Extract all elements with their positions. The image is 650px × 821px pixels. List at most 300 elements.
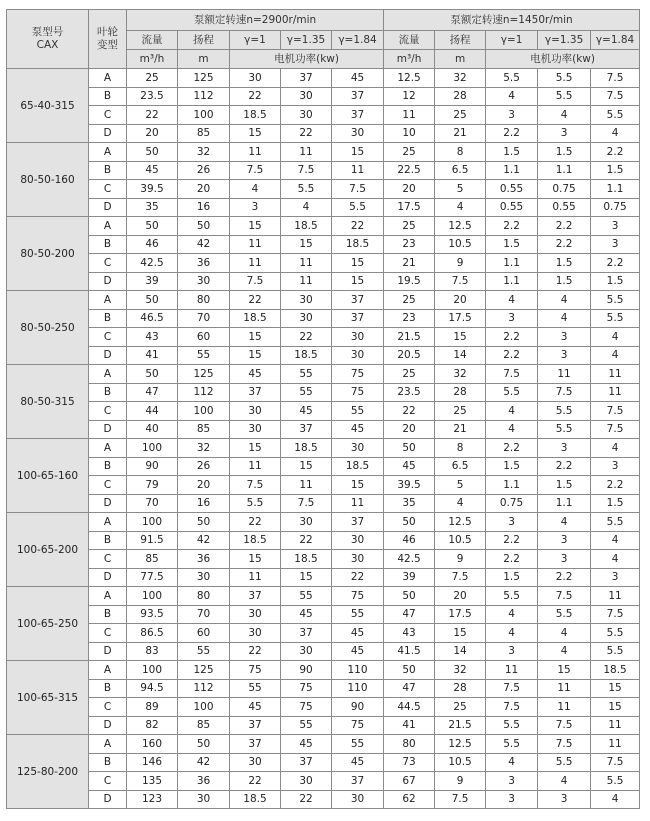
power-g135-2900-cell: 30 — [281, 106, 332, 125]
flow-1450-cell: 39 — [384, 568, 435, 587]
flow-2900-cell: 47 — [127, 383, 178, 402]
flow-2900-cell: 50 — [127, 291, 178, 310]
power-g135-2900-cell: 37 — [281, 753, 332, 772]
power-g1-2900-cell: 15 — [230, 124, 281, 143]
flow-1450-cell: 20.5 — [384, 346, 435, 365]
power-g1-2900-cell: 22 — [230, 513, 281, 532]
head-2900-cell: 30 — [178, 790, 230, 809]
head-2900-cell: 36 — [178, 254, 230, 273]
power-g1-1450-cell: 2.2 — [486, 550, 538, 569]
power-g1-1450-cell: 2.2 — [486, 124, 538, 143]
flow-1450-cell: 41 — [384, 716, 435, 735]
power-g135-1450-cell: 5.5 — [538, 69, 591, 88]
impeller-cell: A — [89, 217, 127, 236]
table-row — [7, 383, 640, 402]
power-g1-1450-cell: 2.2 — [486, 328, 538, 347]
head-2900-cell: 30 — [178, 272, 230, 291]
power-g135-1450-cell: 4 — [538, 624, 591, 643]
power-g135-1450-cell: 5.5 — [538, 402, 591, 421]
model-cell: 65-40-315 — [7, 69, 89, 143]
power-g184-2900-cell: 37 — [332, 106, 384, 125]
power-g184-1450-cell: 5.5 — [591, 642, 640, 661]
power-g1-1450-cell: 2.2 — [486, 531, 538, 550]
power-g1-2900-cell: 11 — [230, 143, 281, 162]
flow-header-2900: 流量 — [127, 31, 178, 50]
power-g184-1450-cell: 18.5 — [591, 661, 640, 680]
power-g1-1450-cell: 3 — [486, 309, 538, 328]
power-g1-2900-cell: 5.5 — [230, 494, 281, 513]
power-g184-2900-cell: 90 — [332, 698, 384, 717]
head-1450-cell: 25 — [435, 106, 486, 125]
power-g135-2900-cell: 37 — [281, 69, 332, 88]
power-g184-2900-cell: 45 — [332, 624, 384, 643]
head-1450-cell: 20 — [435, 291, 486, 310]
head-1450-cell: 12.5 — [435, 513, 486, 532]
power-g1-1450-cell: 3 — [486, 790, 538, 809]
power-g184-2900-cell: 15 — [332, 476, 384, 495]
power-g184-2900-cell: 30 — [332, 550, 384, 569]
power-g184-2900-cell: 11 — [332, 161, 384, 180]
head-2900-cell: 16 — [178, 198, 230, 217]
power-g1-2900-cell: 37 — [230, 587, 281, 606]
power-g1-1450-cell: 3 — [486, 772, 538, 791]
head-1450-cell: 8 — [435, 143, 486, 162]
table-row — [7, 87, 640, 106]
table-row — [7, 587, 640, 606]
head-1450-cell: 32 — [435, 661, 486, 680]
impeller-cell: C — [89, 328, 127, 347]
power-g135-1450-cell: 3 — [538, 531, 591, 550]
power-g1-2900-cell: 22 — [230, 291, 281, 310]
head-2900-cell: 125 — [178, 365, 230, 384]
head-2900-cell: 42 — [178, 531, 230, 550]
power-g135-1450-cell: 7.5 — [538, 383, 591, 402]
power-g184-2900-cell: 110 — [332, 679, 384, 698]
flow-2900-cell: 90 — [127, 457, 178, 476]
flow-2900-cell: 25 — [127, 69, 178, 88]
table-row — [7, 106, 640, 125]
power-g184-1450-cell: 2.2 — [591, 143, 640, 162]
head-1450-cell: 9 — [435, 254, 486, 273]
impeller-cell: D — [89, 124, 127, 143]
power-g135-2900-cell: 7.5 — [281, 494, 332, 513]
head-2900-cell: 32 — [178, 439, 230, 458]
power-g184-1450-cell: 11 — [591, 383, 640, 402]
head-2900-cell: 60 — [178, 328, 230, 347]
flow-unit-1450: m³/h — [384, 50, 435, 69]
power-g1-1450-cell: 4 — [486, 87, 538, 106]
flow-2900-cell: 94.5 — [127, 679, 178, 698]
impeller-cell: B — [89, 753, 127, 772]
power-g135-1450-cell: 11 — [538, 698, 591, 717]
head-2900-cell: 80 — [178, 587, 230, 606]
impeller-cell: C — [89, 550, 127, 569]
power-g135-2900-cell: 30 — [281, 513, 332, 532]
gamma-1-header-1450: γ=1 — [486, 31, 538, 50]
power-g1-2900-cell: 30 — [230, 420, 281, 439]
head-1450-cell: 12.5 — [435, 735, 486, 754]
table-row — [7, 642, 640, 661]
power-g1-2900-cell: 7.5 — [230, 272, 281, 291]
head-2900-cell: 70 — [178, 309, 230, 328]
power-g1-1450-cell: 11 — [486, 661, 538, 680]
power-g135-2900-cell: 22 — [281, 124, 332, 143]
power-g184-2900-cell: 45 — [332, 753, 384, 772]
power-g184-2900-cell: 75 — [332, 716, 384, 735]
power-g135-1450-cell: 4 — [538, 772, 591, 791]
power-g184-1450-cell: 5.5 — [591, 291, 640, 310]
table-row — [7, 328, 640, 347]
power-g1-1450-cell: 1.5 — [486, 568, 538, 587]
head-1450-cell: 17.5 — [435, 309, 486, 328]
power-g184-2900-cell: 37 — [332, 309, 384, 328]
power-g135-2900-cell: 22 — [281, 531, 332, 550]
flow-1450-cell: 25 — [384, 217, 435, 236]
head-2900-cell: 50 — [178, 513, 230, 532]
impeller-header — [89, 10, 127, 69]
impeller-cell: A — [89, 143, 127, 162]
impeller-cell: B — [89, 383, 127, 402]
table-row — [7, 198, 640, 217]
power-g1-1450-cell: 3 — [486, 642, 538, 661]
head-1450-cell: 5 — [435, 476, 486, 495]
flow-2900-cell: 46.5 — [127, 309, 178, 328]
flow-2900-cell: 100 — [127, 513, 178, 532]
flow-2900-cell: 100 — [127, 661, 178, 680]
flow-1450-cell: 23 — [384, 309, 435, 328]
head-2900-cell: 50 — [178, 217, 230, 236]
power-header-2900: 电机功率(kw) — [230, 50, 384, 69]
power-g184-1450-cell: 1.5 — [591, 161, 640, 180]
flow-1450-cell: 19.5 — [384, 272, 435, 291]
power-g184-2900-cell: 45 — [332, 642, 384, 661]
flow-2900-cell: 77.5 — [127, 568, 178, 587]
gamma-184-header-1450: γ=1.84 — [591, 31, 640, 50]
power-g135-2900-cell: 5.5 — [281, 180, 332, 199]
power-g184-1450-cell: 1.5 — [591, 494, 640, 513]
power-g184-1450-cell: 1.1 — [591, 180, 640, 199]
power-g1-1450-cell: 7.5 — [486, 698, 538, 717]
table-row — [7, 365, 640, 384]
table-row — [7, 235, 640, 254]
power-g184-1450-cell: 11 — [591, 735, 640, 754]
flow-unit-2900: m³/h — [127, 50, 178, 69]
table-row — [7, 531, 640, 550]
table-row — [7, 716, 640, 735]
power-g1-1450-cell: 7.5 — [486, 679, 538, 698]
impeller-cell: D — [89, 716, 127, 735]
power-g1-2900-cell: 55 — [230, 679, 281, 698]
head-2900-cell: 100 — [178, 402, 230, 421]
power-g184-2900-cell: 30 — [332, 790, 384, 809]
power-g1-2900-cell: 45 — [230, 698, 281, 717]
power-g135-2900-cell: 55 — [281, 716, 332, 735]
power-g1-2900-cell: 22 — [230, 87, 281, 106]
power-g135-1450-cell: 1.5 — [538, 143, 591, 162]
power-g1-2900-cell: 30 — [230, 753, 281, 772]
power-g1-2900-cell: 11 — [230, 568, 281, 587]
model-cell: 80-50-160 — [7, 143, 89, 217]
head-2900-cell: 16 — [178, 494, 230, 513]
power-g184-2900-cell: 5.5 — [332, 198, 384, 217]
head-1450-cell: 15 — [435, 328, 486, 347]
model-cell: 100-65-160 — [7, 439, 89, 513]
power-g135-1450-cell: 2.2 — [538, 568, 591, 587]
flow-1450-cell: 20 — [384, 420, 435, 439]
flow-2900-cell: 43 — [127, 328, 178, 347]
table-row — [7, 624, 640, 643]
power-g1-1450-cell: 4 — [486, 624, 538, 643]
power-g184-2900-cell: 45 — [332, 420, 384, 439]
impeller-cell: A — [89, 587, 127, 606]
head-2900-cell: 55 — [178, 346, 230, 365]
power-g1-2900-cell: 15 — [230, 439, 281, 458]
power-g135-2900-cell: 18.5 — [281, 550, 332, 569]
head-1450-cell: 4 — [435, 494, 486, 513]
power-g1-2900-cell: 7.5 — [230, 476, 281, 495]
flow-1450-cell: 21 — [384, 254, 435, 273]
power-g135-1450-cell: 7.5 — [538, 587, 591, 606]
impeller-cell: B — [89, 679, 127, 698]
table-row — [7, 254, 640, 273]
power-g135-1450-cell: 4 — [538, 106, 591, 125]
power-g184-2900-cell: 75 — [332, 383, 384, 402]
power-g135-1450-cell: 3 — [538, 124, 591, 143]
head-header-1450: 扬程 — [435, 31, 486, 50]
power-g184-1450-cell: 2.2 — [591, 476, 640, 495]
power-g135-1450-cell: 5.5 — [538, 420, 591, 439]
power-g135-1450-cell: 5.5 — [538, 87, 591, 106]
power-g1-1450-cell: 1.5 — [486, 457, 538, 476]
power-g135-2900-cell: 15 — [281, 235, 332, 254]
head-2900-cell: 30 — [178, 568, 230, 587]
flow-1450-cell: 44.5 — [384, 698, 435, 717]
power-g184-2900-cell: 55 — [332, 402, 384, 421]
head-1450-cell: 32 — [435, 69, 486, 88]
head-1450-cell: 17.5 — [435, 605, 486, 624]
model-cell: 125-80-200 — [7, 735, 89, 809]
power-g184-1450-cell: 4 — [591, 346, 640, 365]
power-g184-1450-cell: 15 — [591, 698, 640, 717]
power-g1-1450-cell: 5.5 — [486, 735, 538, 754]
power-g1-1450-cell: 4 — [486, 402, 538, 421]
power-g1-2900-cell: 30 — [230, 624, 281, 643]
impeller-cell: C — [89, 180, 127, 199]
head-1450-cell: 6.5 — [435, 161, 486, 180]
impeller-cell: A — [89, 291, 127, 310]
model-cell: 100-65-315 — [7, 661, 89, 735]
power-g135-1450-cell: 5.5 — [538, 753, 591, 772]
table-row — [7, 402, 640, 421]
head-1450-cell: 8 — [435, 439, 486, 458]
impeller-label: 叶轮 — [97, 26, 118, 38]
power-g1-2900-cell: 15 — [230, 550, 281, 569]
impeller-cell: B — [89, 87, 127, 106]
power-g135-2900-cell: 55 — [281, 587, 332, 606]
impeller-cell: A — [89, 365, 127, 384]
power-g184-1450-cell: 3 — [591, 217, 640, 236]
head-2900-cell: 42 — [178, 235, 230, 254]
impeller-cell: D — [89, 568, 127, 587]
impeller-cell: D — [89, 790, 127, 809]
power-g135-2900-cell: 37 — [281, 420, 332, 439]
power-g184-2900-cell: 110 — [332, 661, 384, 680]
flow-2900-cell: 20 — [127, 124, 178, 143]
power-g1-2900-cell: 18.5 — [230, 531, 281, 550]
model-cell: 80-50-250 — [7, 291, 89, 365]
power-g1-1450-cell: 4 — [486, 753, 538, 772]
power-g184-1450-cell: 7.5 — [591, 87, 640, 106]
power-g1-1450-cell: 2.2 — [486, 439, 538, 458]
flow-1450-cell: 22.5 — [384, 161, 435, 180]
power-g135-1450-cell: 2.2 — [538, 457, 591, 476]
power-g135-1450-cell: 2.2 — [538, 217, 591, 236]
head-1450-cell: 12.5 — [435, 217, 486, 236]
power-g1-2900-cell: 30 — [230, 69, 281, 88]
speed-2900-header: 泵额定转速n=2900r/min — [127, 10, 384, 31]
head-1450-cell: 6.5 — [435, 457, 486, 476]
flow-2900-cell: 50 — [127, 143, 178, 162]
head-1450-cell: 32 — [435, 365, 486, 384]
power-g1-2900-cell: 18.5 — [230, 309, 281, 328]
flow-2900-cell: 146 — [127, 753, 178, 772]
flow-2900-cell: 41 — [127, 346, 178, 365]
power-g135-1450-cell: 3 — [538, 346, 591, 365]
power-g1-1450-cell: 5.5 — [486, 69, 538, 88]
head-2900-cell: 85 — [178, 716, 230, 735]
power-g1-2900-cell: 15 — [230, 346, 281, 365]
power-g135-1450-cell: 3 — [538, 550, 591, 569]
power-g135-1450-cell: 3 — [538, 790, 591, 809]
power-g135-2900-cell: 75 — [281, 679, 332, 698]
power-g1-1450-cell: 1.1 — [486, 161, 538, 180]
flow-1450-cell: 46 — [384, 531, 435, 550]
power-g184-1450-cell: 4 — [591, 439, 640, 458]
power-g135-1450-cell: 3 — [538, 439, 591, 458]
flow-1450-cell: 62 — [384, 790, 435, 809]
flow-1450-cell: 50 — [384, 439, 435, 458]
head-1450-cell: 28 — [435, 679, 486, 698]
power-g1-1450-cell: 1.5 — [486, 235, 538, 254]
power-g135-1450-cell: 7.5 — [538, 735, 591, 754]
power-g135-2900-cell: 11 — [281, 143, 332, 162]
power-g184-1450-cell: 4 — [591, 531, 640, 550]
power-g184-1450-cell: 5.5 — [591, 309, 640, 328]
flow-1450-cell: 73 — [384, 753, 435, 772]
flow-1450-cell: 25 — [384, 291, 435, 310]
power-g1-1450-cell: 0.75 — [486, 494, 538, 513]
impeller-cell: C — [89, 476, 127, 495]
head-1450-cell: 15 — [435, 624, 486, 643]
power-g184-2900-cell: 22 — [332, 568, 384, 587]
flow-2900-cell: 79 — [127, 476, 178, 495]
flow-1450-cell: 80 — [384, 735, 435, 754]
power-g1-2900-cell: 45 — [230, 365, 281, 384]
power-g135-2900-cell: 7.5 — [281, 161, 332, 180]
model-cell: 80-50-315 — [7, 365, 89, 439]
flow-2900-cell: 82 — [127, 716, 178, 735]
impeller-sub-label: 变型 — [97, 39, 118, 51]
power-g135-2900-cell: 30 — [281, 87, 332, 106]
head-2900-cell: 36 — [178, 550, 230, 569]
head-2900-cell: 85 — [178, 420, 230, 439]
power-g184-1450-cell: 7.5 — [591, 753, 640, 772]
power-g135-1450-cell: 7.5 — [538, 716, 591, 735]
power-g135-2900-cell: 15 — [281, 457, 332, 476]
power-g135-2900-cell: 22 — [281, 328, 332, 347]
power-g1-1450-cell: 1.1 — [486, 254, 538, 273]
speed-1450-header: 泵额定转速n=1450r/min — [384, 10, 640, 31]
table-row — [7, 180, 640, 199]
impeller-cell: B — [89, 605, 127, 624]
power-g184-1450-cell: 0.75 — [591, 198, 640, 217]
impeller-cell: D — [89, 272, 127, 291]
head-2900-cell: 125 — [178, 69, 230, 88]
gamma-135-header-1450: γ=1.35 — [538, 31, 591, 50]
flow-2900-cell: 23.5 — [127, 87, 178, 106]
power-g184-1450-cell: 5.5 — [591, 106, 640, 125]
power-g135-1450-cell: 1.5 — [538, 476, 591, 495]
power-g184-1450-cell: 2.2 — [591, 254, 640, 273]
power-g135-1450-cell: 15 — [538, 661, 591, 680]
model-cell: 100-65-200 — [7, 513, 89, 587]
power-g1-2900-cell: 4 — [230, 180, 281, 199]
power-g184-2900-cell: 18.5 — [332, 235, 384, 254]
power-g1-2900-cell: 11 — [230, 235, 281, 254]
impeller-cell: A — [89, 735, 127, 754]
flow-1450-cell: 47 — [384, 679, 435, 698]
table-row — [7, 309, 640, 328]
flow-2900-cell: 83 — [127, 642, 178, 661]
power-g1-2900-cell: 11 — [230, 254, 281, 273]
power-g1-1450-cell: 2.2 — [486, 346, 538, 365]
power-g1-1450-cell: 0.55 — [486, 180, 538, 199]
impeller-cell: D — [89, 346, 127, 365]
head-1450-cell: 28 — [435, 383, 486, 402]
head-2900-cell: 20 — [178, 180, 230, 199]
flow-2900-cell: 35 — [127, 198, 178, 217]
head-1450-cell: 10.5 — [435, 235, 486, 254]
head-2900-cell: 70 — [178, 605, 230, 624]
head-1450-cell: 4 — [435, 198, 486, 217]
power-g184-1450-cell: 7.5 — [591, 69, 640, 88]
flow-2900-cell: 39.5 — [127, 180, 178, 199]
flow-2900-cell: 89 — [127, 698, 178, 717]
power-g135-2900-cell: 55 — [281, 383, 332, 402]
table-row — [7, 217, 640, 236]
flow-1450-cell: 22 — [384, 402, 435, 421]
power-g1-1450-cell: 3 — [486, 106, 538, 125]
flow-2900-cell: 50 — [127, 217, 178, 236]
power-g135-1450-cell: 4 — [538, 642, 591, 661]
power-g184-2900-cell: 30 — [332, 124, 384, 143]
power-g184-2900-cell: 22 — [332, 217, 384, 236]
power-g184-1450-cell: 5.5 — [591, 772, 640, 791]
flow-1450-cell: 35 — [384, 494, 435, 513]
impeller-cell: B — [89, 531, 127, 550]
flow-2900-cell: 40 — [127, 420, 178, 439]
power-g184-2900-cell: 11 — [332, 494, 384, 513]
table-row — [7, 439, 640, 458]
power-g135-2900-cell: 30 — [281, 642, 332, 661]
table-body — [7, 69, 640, 809]
power-g184-2900-cell: 18.5 — [332, 457, 384, 476]
gamma-184-header-2900: γ=1.84 — [332, 31, 384, 50]
flow-2900-cell: 86.5 — [127, 624, 178, 643]
power-g135-1450-cell: 1.1 — [538, 494, 591, 513]
flow-1450-cell: 23.5 — [384, 383, 435, 402]
model-sub-label: CAX — [36, 39, 59, 51]
